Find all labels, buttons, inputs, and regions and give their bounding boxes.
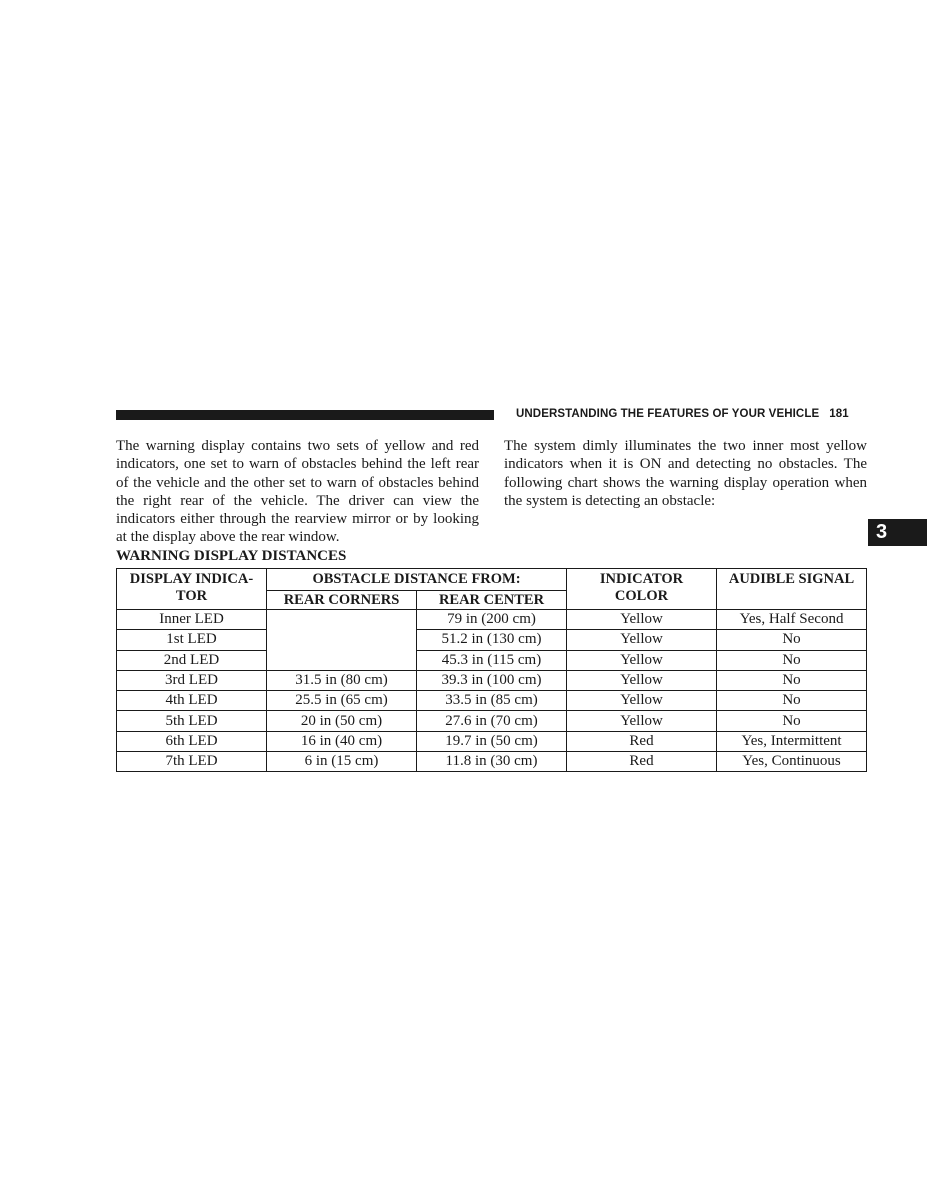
cell-indicator: 4th LED — [117, 691, 267, 711]
cell-rear-center: 27.6 in (70 cm) — [417, 711, 567, 731]
cell-rear-corners: 31.5 in (80 cm) — [267, 670, 417, 690]
cell-indicator: 2nd LED — [117, 650, 267, 670]
cell-indicator-color: Yellow — [567, 711, 717, 731]
table-row — [117, 691, 867, 711]
table-row — [117, 670, 867, 690]
header-obstacle-distance: OBSTACLE DISTANCE FROM: — [267, 569, 567, 591]
table-row — [117, 630, 867, 650]
cell-indicator: 3rd LED — [117, 670, 267, 690]
cell-indicator: 7th LED — [117, 752, 267, 772]
header-rule — [116, 410, 494, 420]
cell-rear-corners — [267, 610, 417, 671]
cell-audible-signal: No — [717, 670, 867, 690]
header-display-indicator: DISPLAY INDICA- TOR — [117, 569, 267, 610]
cell-rear-center: 45.3 in (115 cm) — [417, 650, 567, 670]
table-row — [117, 610, 867, 630]
cell-rear-center: 79 in (200 cm) — [417, 610, 567, 630]
cell-indicator-color: Red — [567, 731, 717, 751]
header-indicator-color: INDICATOR COLOR — [567, 569, 717, 610]
right-paragraph: The system dimly illuminates the two inner most yellow indicators when it is ON and detecting no obstacles. The following chart shows the warning display operation when the system is detecting an obstacle: — [504, 438, 867, 509]
cell-rear-corners: 25.5 in (65 cm) — [267, 691, 417, 711]
cell-audible-signal: No — [717, 691, 867, 711]
cell-rear-center: 39.3 in (100 cm) — [417, 670, 567, 690]
table-row — [117, 650, 867, 670]
chapter-tab: 3 — [868, 519, 927, 546]
header-rear-corners: REAR CORNERS — [267, 591, 417, 610]
cell-indicator: 6th LED — [117, 731, 267, 751]
header-audible-signal: AUDIBLE SIGNAL — [717, 569, 867, 610]
cell-indicator-color: Yellow — [567, 630, 717, 650]
cell-indicator-color: Red — [567, 752, 717, 772]
table-row — [117, 731, 867, 751]
cell-indicator-color: Yellow — [567, 691, 717, 711]
cell-audible-signal: No — [717, 630, 867, 650]
cell-audible-signal: Yes, Half Second — [717, 610, 867, 630]
header-rear-center: REAR CENTER — [417, 591, 567, 610]
table-body — [117, 610, 867, 772]
table-row — [117, 711, 867, 731]
cell-rear-center: 11.8 in (30 cm) — [417, 752, 567, 772]
table-title: WARNING DISPLAY DISTANCES — [116, 548, 347, 564]
cell-indicator: Inner LED — [117, 610, 267, 630]
page-number: 181 — [829, 408, 849, 420]
cell-rear-center: 33.5 in (85 cm) — [417, 691, 567, 711]
cell-indicator-color: Yellow — [567, 670, 717, 690]
warning-distances-table — [116, 568, 867, 772]
section-title: UNDERSTANDING THE FEATURES OF YOUR VEHICLE — [516, 408, 820, 420]
cell-rear-corners: 16 in (40 cm) — [267, 731, 417, 751]
cell-audible-signal: Yes, Intermittent — [717, 731, 867, 751]
cell-indicator-color: Yellow — [567, 650, 717, 670]
cell-audible-signal: No — [717, 711, 867, 731]
cell-rear-corners: 20 in (50 cm) — [267, 711, 417, 731]
running-header — [516, 408, 849, 420]
cell-rear-center: 51.2 in (130 cm) — [417, 630, 567, 650]
cell-audible-signal: Yes, Continuous — [717, 752, 867, 772]
cell-audible-signal: No — [717, 650, 867, 670]
cell-indicator: 1st LED — [117, 630, 267, 650]
cell-rear-center: 19.7 in (50 cm) — [417, 731, 567, 751]
table-row — [117, 752, 867, 772]
left-paragraph: The warning display contains two sets of yellow and red indicators, one set to warn of obstacles behind the left rear of the vehicle and the other set to warn of obstacles behind the right rear of the vehicle. The driver can view the indicators either through the rearview mirror or by looking at the display above the rear window. — [116, 438, 479, 546]
cell-indicator-color: Yellow — [567, 610, 717, 630]
cell-rear-corners: 6 in (15 cm) — [267, 752, 417, 772]
cell-indicator: 5th LED — [117, 711, 267, 731]
